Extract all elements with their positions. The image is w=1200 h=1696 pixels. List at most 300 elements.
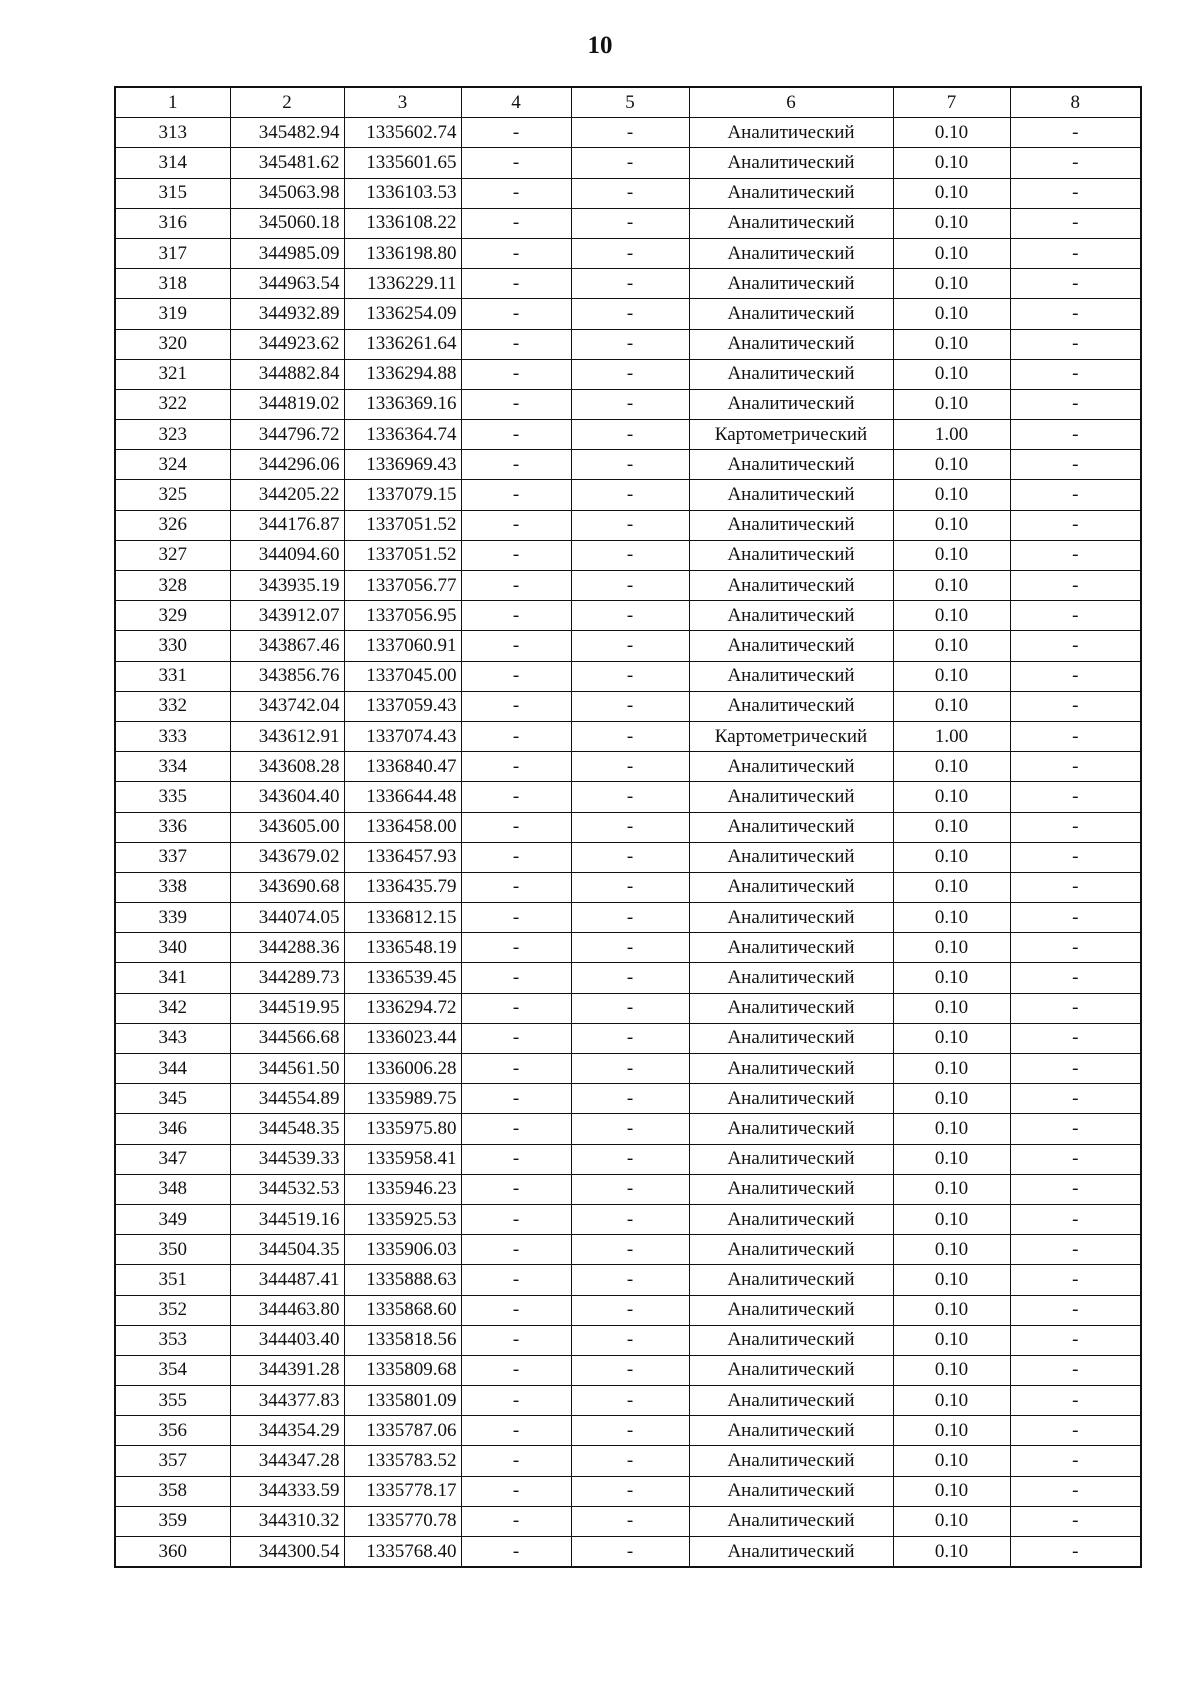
col8-cell: - [1010,510,1141,540]
x-coordinate-cell: 343608.28 [230,752,344,782]
method-cell: Аналитический [689,389,893,419]
col5-cell: - [571,691,689,721]
x-coordinate-cell: 344463.80 [230,1295,344,1325]
table-row [115,1144,1141,1174]
col5-cell: - [571,872,689,902]
col8-cell: - [1010,1235,1141,1265]
col5-cell: - [571,420,689,450]
table-row [115,812,1141,842]
x-coordinate-cell: 343912.07 [230,601,344,631]
col5-cell: - [571,661,689,691]
col5-cell: - [571,389,689,419]
col4-cell: - [461,1537,571,1568]
method-cell: Аналитический [689,1144,893,1174]
point-number-cell: 353 [115,1325,230,1355]
accuracy-cell: 0.10 [893,450,1010,480]
method-cell: Аналитический [689,1054,893,1084]
table-row [115,178,1141,208]
col5-cell: - [571,118,689,148]
point-number-cell: 321 [115,359,230,389]
method-cell: Аналитический [689,812,893,842]
y-coordinate-cell: 1336548.19 [344,933,461,963]
col4-cell: - [461,601,571,631]
col4-cell: - [461,1114,571,1144]
x-coordinate-cell: 343605.00 [230,812,344,842]
x-coordinate-cell: 344519.95 [230,993,344,1023]
accuracy-cell: 0.10 [893,1054,1010,1084]
col8-cell: - [1010,903,1141,933]
y-coordinate-cell: 1335906.03 [344,1235,461,1265]
col8-cell: - [1010,1325,1141,1355]
col8-cell: - [1010,1506,1141,1536]
y-coordinate-cell: 1335809.68 [344,1355,461,1385]
table-row [115,1235,1141,1265]
col4-cell: - [461,510,571,540]
y-coordinate-cell: 1336229.11 [344,269,461,299]
x-coordinate-cell: 344566.68 [230,1023,344,1053]
y-coordinate-cell: 1336023.44 [344,1023,461,1053]
accuracy-cell: 0.10 [893,148,1010,178]
col5-cell: - [571,510,689,540]
col4-cell: - [461,178,571,208]
col4-cell: - [461,993,571,1023]
col4-cell: - [461,872,571,902]
table-row [115,1054,1141,1084]
col5-cell: - [571,238,689,268]
col5-cell: - [571,1476,689,1506]
col5-cell: - [571,1386,689,1416]
x-coordinate-cell: 344354.29 [230,1416,344,1446]
y-coordinate-cell: 1336539.45 [344,963,461,993]
y-coordinate-cell: 1336364.74 [344,420,461,450]
col5-cell: - [571,571,689,601]
column-header: 7 [893,87,1010,118]
point-number-cell: 313 [115,118,230,148]
y-coordinate-cell: 1336198.80 [344,238,461,268]
col8-cell: - [1010,178,1141,208]
y-coordinate-cell: 1335787.06 [344,1416,461,1446]
col8-cell: - [1010,1174,1141,1204]
col4-cell: - [461,208,571,238]
method-cell: Аналитический [689,782,893,812]
accuracy-cell: 0.10 [893,1235,1010,1265]
point-number-cell: 318 [115,269,230,299]
method-cell: Аналитический [689,842,893,872]
col5-cell: - [571,1325,689,1355]
method-cell: Картометрический [689,721,893,751]
point-number-cell: 325 [115,480,230,510]
accuracy-cell: 0.10 [893,1114,1010,1144]
table-row [115,1446,1141,1476]
method-cell: Аналитический [689,1416,893,1446]
col4-cell: - [461,571,571,601]
col8-cell: - [1010,1355,1141,1385]
y-coordinate-cell: 1336108.22 [344,208,461,238]
col8-cell: - [1010,812,1141,842]
col5-cell: - [571,1265,689,1295]
method-cell: Аналитический [689,178,893,208]
col4-cell: - [461,782,571,812]
point-number-cell: 343 [115,1023,230,1053]
x-coordinate-cell: 344333.59 [230,1476,344,1506]
accuracy-cell: 0.10 [893,118,1010,148]
col8-cell: - [1010,148,1141,178]
y-coordinate-cell: 1337074.43 [344,721,461,751]
col5-cell: - [571,1416,689,1446]
accuracy-cell: 0.10 [893,269,1010,299]
table-row [115,872,1141,902]
col8-cell: - [1010,299,1141,329]
y-coordinate-cell: 1335783.52 [344,1446,461,1476]
point-number-cell: 316 [115,208,230,238]
accuracy-cell: 0.10 [893,1386,1010,1416]
col4-cell: - [461,480,571,510]
coordinates-table [114,86,1142,1568]
col8-cell: - [1010,1084,1141,1114]
point-number-cell: 336 [115,812,230,842]
col8-cell: - [1010,359,1141,389]
y-coordinate-cell: 1335975.80 [344,1114,461,1144]
table-row [115,510,1141,540]
col5-cell: - [571,1023,689,1053]
x-coordinate-cell: 344519.16 [230,1204,344,1234]
x-coordinate-cell: 343612.91 [230,721,344,751]
accuracy-cell: 0.10 [893,872,1010,902]
method-cell: Аналитический [689,299,893,329]
table-row [115,752,1141,782]
method-cell: Аналитический [689,540,893,570]
point-number-cell: 331 [115,661,230,691]
table-row [115,1114,1141,1144]
accuracy-cell: 0.10 [893,933,1010,963]
accuracy-cell: 0.10 [893,1506,1010,1536]
y-coordinate-cell: 1335778.17 [344,1476,461,1506]
column-header: 1 [115,87,230,118]
col5-cell: - [571,269,689,299]
table-row [115,269,1141,299]
point-number-cell: 357 [115,1446,230,1476]
y-coordinate-cell: 1335770.78 [344,1506,461,1536]
col4-cell: - [461,1416,571,1446]
col8-cell: - [1010,1144,1141,1174]
col5-cell: - [571,993,689,1023]
point-number-cell: 337 [115,842,230,872]
table-row [115,842,1141,872]
col8-cell: - [1010,721,1141,751]
method-cell: Аналитический [689,1325,893,1355]
table-row [115,329,1141,359]
col4-cell: - [461,1476,571,1506]
method-cell: Аналитический [689,691,893,721]
y-coordinate-cell: 1336969.43 [344,450,461,480]
point-number-cell: 352 [115,1295,230,1325]
x-coordinate-cell: 344347.28 [230,1446,344,1476]
table-row [115,148,1141,178]
y-coordinate-cell: 1335925.53 [344,1204,461,1234]
table-row [115,903,1141,933]
point-number-cell: 347 [115,1144,230,1174]
col4-cell: - [461,540,571,570]
table-row [115,389,1141,419]
col5-cell: - [571,1537,689,1568]
col5-cell: - [571,359,689,389]
method-cell: Аналитический [689,1174,893,1204]
column-header: 6 [689,87,893,118]
method-cell: Аналитический [689,1265,893,1295]
accuracy-cell: 1.00 [893,420,1010,450]
method-cell: Аналитический [689,933,893,963]
method-cell: Аналитический [689,1023,893,1053]
col4-cell: - [461,299,571,329]
col8-cell: - [1010,389,1141,419]
accuracy-cell: 0.10 [893,359,1010,389]
point-number-cell: 315 [115,178,230,208]
method-cell: Аналитический [689,571,893,601]
point-number-cell: 320 [115,329,230,359]
table-row [115,118,1141,148]
point-number-cell: 333 [115,721,230,751]
col4-cell: - [461,1295,571,1325]
col8-cell: - [1010,1386,1141,1416]
accuracy-cell: 0.10 [893,208,1010,238]
col8-cell: - [1010,450,1141,480]
point-number-cell: 354 [115,1355,230,1385]
y-coordinate-cell: 1335989.75 [344,1084,461,1114]
col8-cell: - [1010,420,1141,450]
accuracy-cell: 0.10 [893,601,1010,631]
col8-cell: - [1010,329,1141,359]
method-cell: Аналитический [689,1537,893,1568]
y-coordinate-cell: 1335868.60 [344,1295,461,1325]
col5-cell: - [571,329,689,359]
col5-cell: - [571,178,689,208]
x-coordinate-cell: 344796.72 [230,420,344,450]
point-number-cell: 348 [115,1174,230,1204]
method-cell: Аналитический [689,963,893,993]
method-cell: Аналитический [689,148,893,178]
x-coordinate-cell: 343935.19 [230,571,344,601]
point-number-cell: 328 [115,571,230,601]
accuracy-cell: 0.10 [893,510,1010,540]
table-row [115,1416,1141,1446]
col5-cell: - [571,480,689,510]
x-coordinate-cell: 344377.83 [230,1386,344,1416]
x-coordinate-cell: 345482.94 [230,118,344,148]
x-coordinate-cell: 344819.02 [230,389,344,419]
accuracy-cell: 0.10 [893,1416,1010,1446]
accuracy-cell: 0.10 [893,178,1010,208]
method-cell: Аналитический [689,1295,893,1325]
accuracy-cell: 0.10 [893,631,1010,661]
col8-cell: - [1010,1295,1141,1325]
col5-cell: - [571,1204,689,1234]
col4-cell: - [461,661,571,691]
col5-cell: - [571,933,689,963]
col4-cell: - [461,933,571,963]
table-row [115,1265,1141,1295]
col8-cell: - [1010,118,1141,148]
col4-cell: - [461,1355,571,1385]
accuracy-cell: 1.00 [893,721,1010,751]
col8-cell: - [1010,1416,1141,1446]
method-cell: Аналитический [689,118,893,148]
col5-cell: - [571,1235,689,1265]
col4-cell: - [461,1265,571,1295]
point-number-cell: 358 [115,1476,230,1506]
accuracy-cell: 0.10 [893,1325,1010,1355]
col4-cell: - [461,721,571,751]
col8-cell: - [1010,1265,1141,1295]
col4-cell: - [461,812,571,842]
point-number-cell: 324 [115,450,230,480]
point-number-cell: 350 [115,1235,230,1265]
x-coordinate-cell: 345481.62 [230,148,344,178]
method-cell: Аналитический [689,1476,893,1506]
point-number-cell: 339 [115,903,230,933]
method-cell: Аналитический [689,238,893,268]
point-number-cell: 356 [115,1416,230,1446]
y-coordinate-cell: 1336261.64 [344,329,461,359]
y-coordinate-cell: 1337059.43 [344,691,461,721]
point-number-cell: 355 [115,1386,230,1416]
table-row [115,540,1141,570]
accuracy-cell: 0.10 [893,571,1010,601]
col8-cell: - [1010,1537,1141,1568]
col4-cell: - [461,1235,571,1265]
point-number-cell: 346 [115,1114,230,1144]
table-header-row [115,87,1141,118]
col4-cell: - [461,1325,571,1355]
col4-cell: - [461,420,571,450]
col4-cell: - [461,1084,571,1114]
table-row [115,631,1141,661]
point-number-cell: 329 [115,601,230,631]
table-row [115,721,1141,751]
table-row [115,993,1141,1023]
x-coordinate-cell: 344882.84 [230,359,344,389]
accuracy-cell: 0.10 [893,389,1010,419]
point-number-cell: 351 [115,1265,230,1295]
x-coordinate-cell: 344310.32 [230,1506,344,1536]
col5-cell: - [571,1446,689,1476]
col8-cell: - [1010,208,1141,238]
col8-cell: - [1010,872,1141,902]
accuracy-cell: 0.10 [893,1537,1010,1568]
y-coordinate-cell: 1336812.15 [344,903,461,933]
accuracy-cell: 0.10 [893,752,1010,782]
method-cell: Аналитический [689,631,893,661]
x-coordinate-cell: 344094.60 [230,540,344,570]
col4-cell: - [461,963,571,993]
col5-cell: - [571,601,689,631]
x-coordinate-cell: 344548.35 [230,1114,344,1144]
table-row [115,208,1141,238]
y-coordinate-cell: 1337079.15 [344,480,461,510]
x-coordinate-cell: 344391.28 [230,1355,344,1385]
col4-cell: - [461,389,571,419]
col5-cell: - [571,299,689,329]
col8-cell: - [1010,480,1141,510]
accuracy-cell: 0.10 [893,1446,1010,1476]
col5-cell: - [571,631,689,661]
accuracy-cell: 0.10 [893,329,1010,359]
point-number-cell: 349 [115,1204,230,1234]
x-coordinate-cell: 344487.41 [230,1265,344,1295]
x-coordinate-cell: 344288.36 [230,933,344,963]
table-row [115,1204,1141,1234]
col4-cell: - [461,359,571,389]
point-number-cell: 340 [115,933,230,963]
y-coordinate-cell: 1336457.93 [344,842,461,872]
table-row [115,1386,1141,1416]
accuracy-cell: 0.10 [893,1084,1010,1114]
y-coordinate-cell: 1335768.40 [344,1537,461,1568]
method-cell: Аналитический [689,480,893,510]
table-body [115,87,1141,1567]
point-number-cell: 323 [115,420,230,450]
table-row [115,1174,1141,1204]
method-cell: Аналитический [689,661,893,691]
point-number-cell: 327 [115,540,230,570]
col4-cell: - [461,691,571,721]
method-cell: Аналитический [689,1204,893,1234]
col8-cell: - [1010,1023,1141,1053]
x-coordinate-cell: 344074.05 [230,903,344,933]
x-coordinate-cell: 344504.35 [230,1235,344,1265]
accuracy-cell: 0.10 [893,782,1010,812]
col4-cell: - [461,148,571,178]
col5-cell: - [571,1295,689,1325]
col5-cell: - [571,450,689,480]
method-cell: Аналитический [689,1386,893,1416]
y-coordinate-cell: 1335818.56 [344,1325,461,1355]
y-coordinate-cell: 1337060.91 [344,631,461,661]
accuracy-cell: 0.10 [893,238,1010,268]
accuracy-cell: 0.10 [893,1144,1010,1174]
x-coordinate-cell: 344561.50 [230,1054,344,1084]
point-number-cell: 319 [115,299,230,329]
col4-cell: - [461,1174,571,1204]
col4-cell: - [461,842,571,872]
table-row [115,1084,1141,1114]
col8-cell: - [1010,540,1141,570]
accuracy-cell: 0.10 [893,1023,1010,1053]
x-coordinate-cell: 343690.68 [230,872,344,902]
col5-cell: - [571,903,689,933]
col5-cell: - [571,1144,689,1174]
col4-cell: - [461,238,571,268]
method-cell: Аналитический [689,872,893,902]
col8-cell: - [1010,1476,1141,1506]
column-header: 4 [461,87,571,118]
table-row [115,1295,1141,1325]
col4-cell: - [461,752,571,782]
point-number-cell: 341 [115,963,230,993]
point-number-cell: 332 [115,691,230,721]
col8-cell: - [1010,963,1141,993]
method-cell: Аналитический [689,329,893,359]
method-cell: Аналитический [689,1446,893,1476]
point-number-cell: 322 [115,389,230,419]
method-cell: Картометрический [689,420,893,450]
col4-cell: - [461,1144,571,1174]
x-coordinate-cell: 343867.46 [230,631,344,661]
col8-cell: - [1010,752,1141,782]
x-coordinate-cell: 344176.87 [230,510,344,540]
y-coordinate-cell: 1337051.52 [344,540,461,570]
method-cell: Аналитический [689,1355,893,1385]
table-row [115,420,1141,450]
